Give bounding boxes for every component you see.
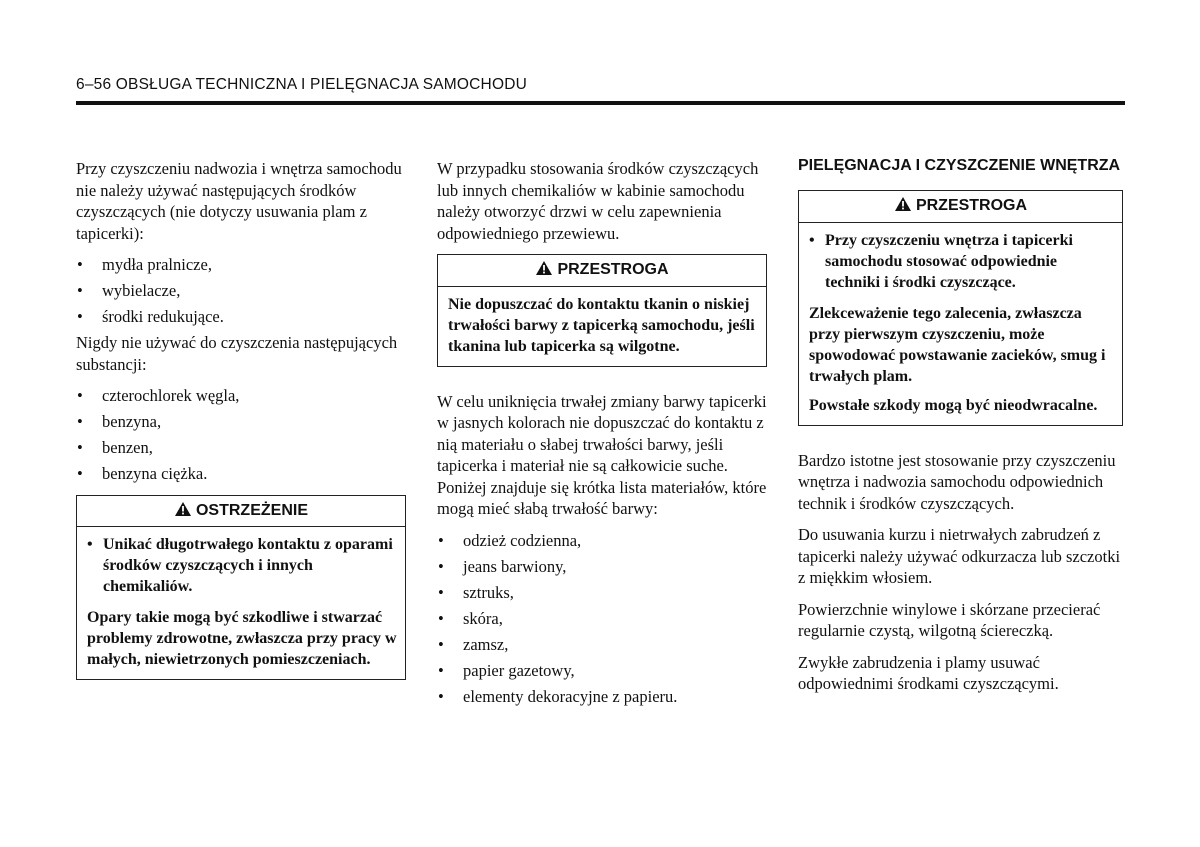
warning-box-body <box>77 527 405 679</box>
list-item: • elementy dekoracyjne z papieru. <box>437 686 767 708</box>
warning-title-text: OSTRZEŻENIE <box>195 501 308 519</box>
column-2 <box>437 158 767 712</box>
list-item: • papier gazetowy, <box>437 660 767 682</box>
list-item: • skóra, <box>437 608 767 630</box>
list-item: • środki redukujące. <box>76 306 406 328</box>
page-header: 6–56 OBSŁUGA TECHNICZNA I PIELĘGNACJA SAMOCHODU <box>76 76 527 93</box>
warning-triangle-icon <box>174 501 192 524</box>
warning-triangle-icon <box>535 260 553 283</box>
list-item: • zamsz, <box>437 634 767 656</box>
warning-triangle-icon <box>894 196 912 219</box>
caution-box-2 <box>798 190 1123 426</box>
caution-title-text: PRZESTROGA <box>915 197 1028 214</box>
list-item: • czterochlorek węgla, <box>76 385 406 407</box>
column-3 <box>798 158 1123 705</box>
caution-text-2: Powstałe szkody mogą być nieodwracalne. <box>809 396 1098 414</box>
col2-paragraph: W celu uniknięcia trwałej zmiany barwy tapicerki w jasnych kolorach nie dopuszczać do kontaktu z nią materiału o słabej trwałości barwy, jeśli tapicerka i materiał nie są całkowicie suche. Poniżej znajduje się krótka lista materiałów, które mogą mieć słabą trwałość barwy: <box>437 391 767 518</box>
caution-box-body <box>438 287 766 366</box>
col1-list-2 <box>76 385 406 485</box>
list-item: • sztruks, <box>437 582 767 604</box>
caution-box-1 <box>437 254 767 367</box>
warning-box <box>76 495 406 681</box>
caution-bullet: • Przy czyszczeniu wnętrza i tapicerki samochodu stosować odpowiednie techniki i środki czyszczące. <box>809 230 1114 293</box>
list-item: • benzyna, <box>76 411 406 433</box>
col1-list-1 <box>76 254 406 328</box>
warning-text: Opary takie mogą być szkodliwe i stwarzać problemy zdrowotne, zwłaszcza przy pracy w małych, niewietrzonych pomieszczeniach. <box>87 609 397 668</box>
col3-paragraph-1: Bardzo istotne jest stosowanie przy czyszczeniu wnętrza i nadwozia samochodu odpowiednich technik i środków czyszczących. <box>798 450 1116 513</box>
col2-intro: W przypadku stosowania środków czyszczących lub innych chemikaliów w kabinie samochodu należy otworzyć drzwi w celu zapewnienia odpowiedniego przewiewu. <box>437 159 759 243</box>
col3-paragraph-3: Powierzchnie winylowe i skórzane przecierać regularnie czystą, wilgotną ściereczką. <box>798 599 1101 640</box>
caution-text: Nie dopuszczać do kontaktu tkanin o niskiej trwałości barwy z tapicerką samochodu, jeśli tkanina lub tapicerka są wilgotne. <box>448 295 755 355</box>
list-item: • benzyna ciężka. <box>76 463 406 485</box>
list-item: • mydła pralnicze, <box>76 254 406 276</box>
list-item: • benzen, <box>76 437 406 459</box>
caution-box-title <box>799 191 1122 223</box>
header-rule <box>76 101 1125 105</box>
section-heading: PIELĘGNACJA I CZYSZCZENIE WNĘTRZA <box>798 157 1121 174</box>
caution-title-text: PRZESTROGA <box>557 261 669 278</box>
column-1 <box>76 158 406 694</box>
list-item: • jeans barwiony, <box>437 556 767 578</box>
col1-intro-2: Nigdy nie używać do czyszczenia następujących substancji: <box>76 333 398 374</box>
caution-text-1: Zlekceważenie tego zalecenia, zwłaszcza przy pierwszym czyszczeniu, może spowodować powstawanie zacieków, smug i trwałych plam. <box>809 304 1106 385</box>
caution-box-body <box>799 223 1122 425</box>
col1-intro: Przy czyszczeniu nadwozia i wnętrza samochodu nie należy używać następujących środków czyszczących (nie dotyczy usuwania plam z tapicerki): <box>76 159 402 243</box>
list-item: • odzież codzienna, <box>437 530 767 552</box>
warning-bullet: • Unikać długotrwałego kontaktu z oparami środków czyszczących i innych chemikaliów. <box>87 534 397 597</box>
warning-box-title <box>77 496 405 528</box>
list-item: • wybielacze, <box>76 280 406 302</box>
col3-paragraph-4: Zwykłe zabrudzenia i plamy usuwać odpowiednimi środkami czyszczącymi. <box>798 652 1059 693</box>
col2-list <box>437 530 767 708</box>
col3-paragraph-2: Do usuwania kurzu i nietrwałych zabrudzeń z tapicerki należy używać odkurzacza lub szczotki z miękkim włosiem. <box>798 525 1121 587</box>
caution-box-title <box>438 255 766 287</box>
